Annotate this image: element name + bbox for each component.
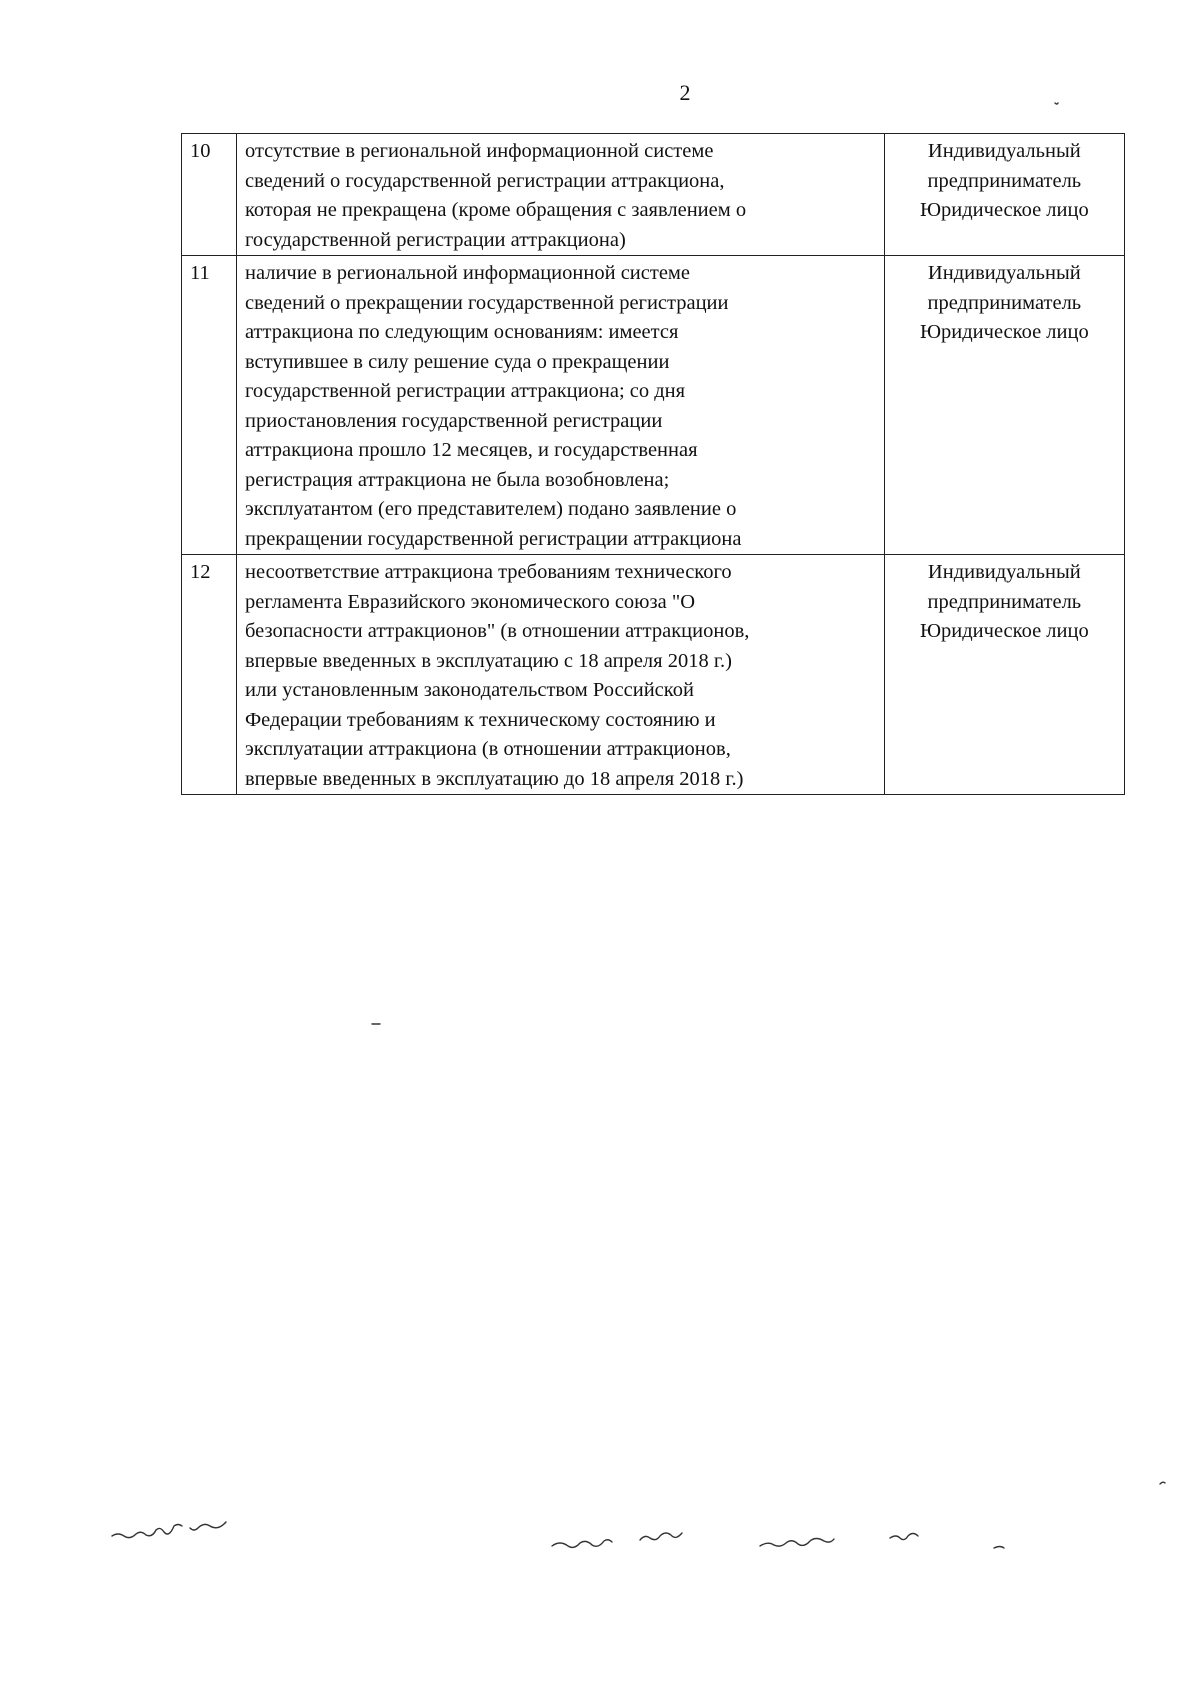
criterion-line: прекращении государственной регистрации аттракциона (244, 527, 742, 550)
subject-type (884, 134, 1124, 256)
criterion-line: Федерации требованиям к техническому состоянию и (244, 708, 716, 731)
subject-line: предприниматель (927, 291, 1082, 314)
table-row (182, 256, 1125, 555)
subject-line: Индивидуальный (927, 262, 1081, 284)
subject-line: Юридическое лицо (919, 620, 1089, 642)
criterion-line: государственной регистрации аттракциона; со дня (244, 380, 686, 402)
criterion-line: впервые введенных в эксплуатацию до 18 апреля 2018 г.) (244, 767, 744, 790)
criterion-line: государственной регистрации аттракциона) (244, 228, 626, 251)
subject-type (884, 555, 1124, 795)
table-row (182, 134, 1125, 256)
page-number: 2 (679, 80, 691, 105)
subject-line: Индивидуальный (927, 140, 1081, 162)
criterion-line: регистрация аттракциона не была возобновлена; (244, 468, 670, 491)
criterion-line: несоответствие аттракциона требованиям технического (244, 561, 732, 583)
criterion-line: отсутствие в региональной информационной системе (244, 140, 714, 162)
criterion-line: сведений о государственной регистрации аттракциона, (244, 169, 725, 192)
criterion-line: эксплуатации аттракциона (в отношении аттракционов, (244, 738, 731, 760)
criterion-line: которая не прекращена (кроме обращения с заявлением о (244, 199, 747, 221)
table-row (182, 555, 1125, 795)
criterion-line: наличие в региональной информационной системе (244, 262, 690, 284)
subject-line: предприниматель (927, 590, 1082, 613)
criterion-line: безопасности аттракционов" (в отношении аттракционов, (244, 620, 750, 642)
criterion-line: или установленным законодательством Российской (244, 679, 694, 701)
criterion-line: приостановления государственной регистрации (244, 409, 663, 432)
subject-line: Индивидуальный (927, 561, 1081, 583)
subject-line: предприниматель (927, 169, 1082, 192)
row-number: 10 (182, 134, 237, 256)
criterion-line: эксплуатантом (его представителем) подано заявление о (244, 498, 737, 520)
subject-line: Юридическое лицо (919, 321, 1089, 343)
subject-line: Юридическое лицо (919, 199, 1089, 221)
criterion-text (236, 134, 884, 256)
criterion-text (236, 256, 884, 555)
criterion-line: аттракциона по следующим основаниям: имеется (244, 321, 679, 343)
criterion-text (236, 555, 884, 795)
row-number: 12 (182, 555, 237, 795)
subject-type (884, 256, 1124, 555)
criterion-line: впервые введенных в эксплуатацию с 18 апреля 2018 г.) (244, 649, 732, 672)
criterion-line: вступившее в силу решение суда о прекращении (244, 350, 670, 373)
criterion-line: регламента Евразийского экономического союза "О (244, 590, 695, 613)
criteria-table (181, 133, 1125, 795)
criterion-line: аттракциона прошло 12 месяцев, и государственная (244, 439, 698, 461)
criterion-line: сведений о прекращении государственной регистрации (244, 291, 729, 314)
row-number: 11 (182, 256, 237, 555)
